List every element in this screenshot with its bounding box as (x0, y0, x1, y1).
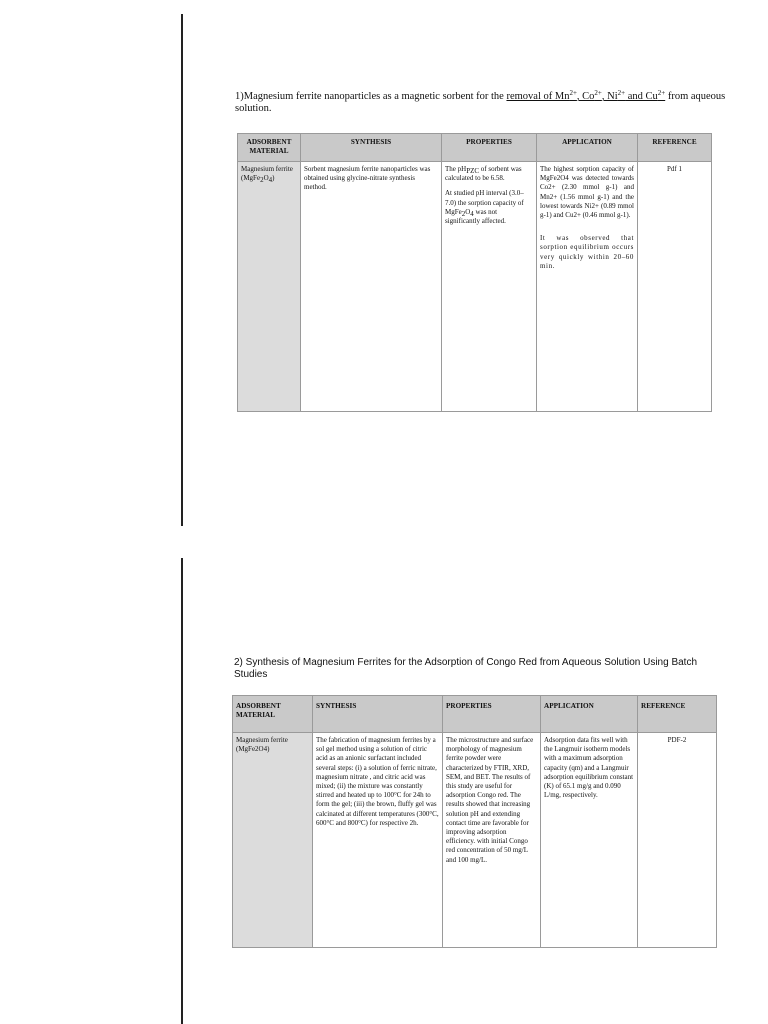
header-application: APPLICATION (541, 696, 638, 733)
application-paragraph: The highest sorption capacity of MgFe2O4 was detected towards Co2+ (2.30 mmol g-1) and Mn2+ (1.56 mmol g-1) and the lowest towards Ni2+ (0.89 mmol g-1) and Cu2+ (0.46 mmol g-1). (540, 165, 634, 220)
header-reference: REFERENCE (638, 696, 717, 733)
cell-adsorbent-material: Magnesium ferrite (MgFe2O4) (233, 733, 313, 948)
header-synthesis: SYNTHESIS (313, 696, 443, 733)
cell-adsorbent-material: Magnesium ferrite $(MgFe_2O_4)$ (238, 162, 301, 412)
heading-text: from aqueous solution. (235, 91, 726, 114)
header-application: APPLICATION (537, 134, 638, 162)
header-properties: PROPERTIES (443, 696, 541, 733)
table-row (233, 733, 717, 948)
cell-application (537, 162, 638, 412)
cell-reference: PDF-2 (638, 733, 717, 948)
table-row (238, 162, 712, 412)
header-adsorbent-material: ADSORBENT MATERIAL (233, 696, 313, 733)
page-divider-line (181, 14, 183, 526)
header-adsorbent-material: ADSORBENT MATERIAL (238, 134, 301, 162)
review-table-2 (232, 695, 717, 948)
heading-underlined-text: removal of $Mn^{2+}$, $Co^{2+}$, $Ni^{2+}$ and $Cu^{2+}$ (506, 89, 666, 102)
cell-synthesis: Sorbent magnesium ferrite nanoparticles was obtained using glycine-nitrate synthesis method. (301, 162, 442, 412)
cell-properties: The $pH_{PZC}$ of sorbent was calculated to be 6.58. At studied pH interval (3.0–7.0) the sorption capacity of $MgFe_2O_4$ was not significantly affected. (442, 162, 537, 412)
heading-text: 1)Magnesium ferrite nanoparticles as a magnetic sorbent for the (235, 91, 507, 102)
cell-application: Adsorption data fits well with the Langmuir isotherm models with a maximum adsorption capacity (qm) and a Langmuir adsorption equilibrium constant (K) of 65.1 mg/g and 0.090 L/mg, respectively. (541, 733, 638, 948)
section2-heading: 2) Synthesis of Magnesium Ferrites for the Adsorption of Congo Red from Aqueous Solution Using Batch Studies (234, 657, 698, 680)
page-divider-line (181, 558, 183, 1024)
header-properties: PROPERTIES (442, 134, 537, 162)
header-reference: REFERENCE (638, 134, 712, 162)
application-paragraph: It was observed that sorption equilibrium occurs very quickly within 20–60 min. (540, 234, 634, 270)
cell-reference: Pdf 1 (638, 162, 712, 412)
cell-properties: The microstructure and surface morphology of magnesium ferrite powder were characterized by FTIR, XRD, SEM, and BET. The results of this study are useful for adsorption Congo red. The results showed that increasing solution pH and extending contact time are favorable for improving adsorption efficiency. with initial Congo red concentration of 50 mg/L and 100 mg/L. (443, 733, 541, 948)
header-synthesis: SYNTHESIS (301, 134, 442, 162)
section1-heading (235, 91, 735, 115)
review-table-1 (237, 133, 712, 412)
cell-synthesis: The fabrication of magnesium ferrites by a sol gel method using a solution of citric acid as an anionic surfactant included several steps: (i) a solution of ferric nitrate, magnesium nitrate , and citric acid was mixed; (ii) the mixture was constantly stirred and heated up to 100°C for 24h to form the gel; (iii) the brown, fluffy gel was calcinated at different temperatures (300°C, 600°C and 800°C) for respective 2h. (313, 733, 443, 948)
table-header-row (238, 134, 712, 162)
table-header-row (233, 696, 717, 733)
